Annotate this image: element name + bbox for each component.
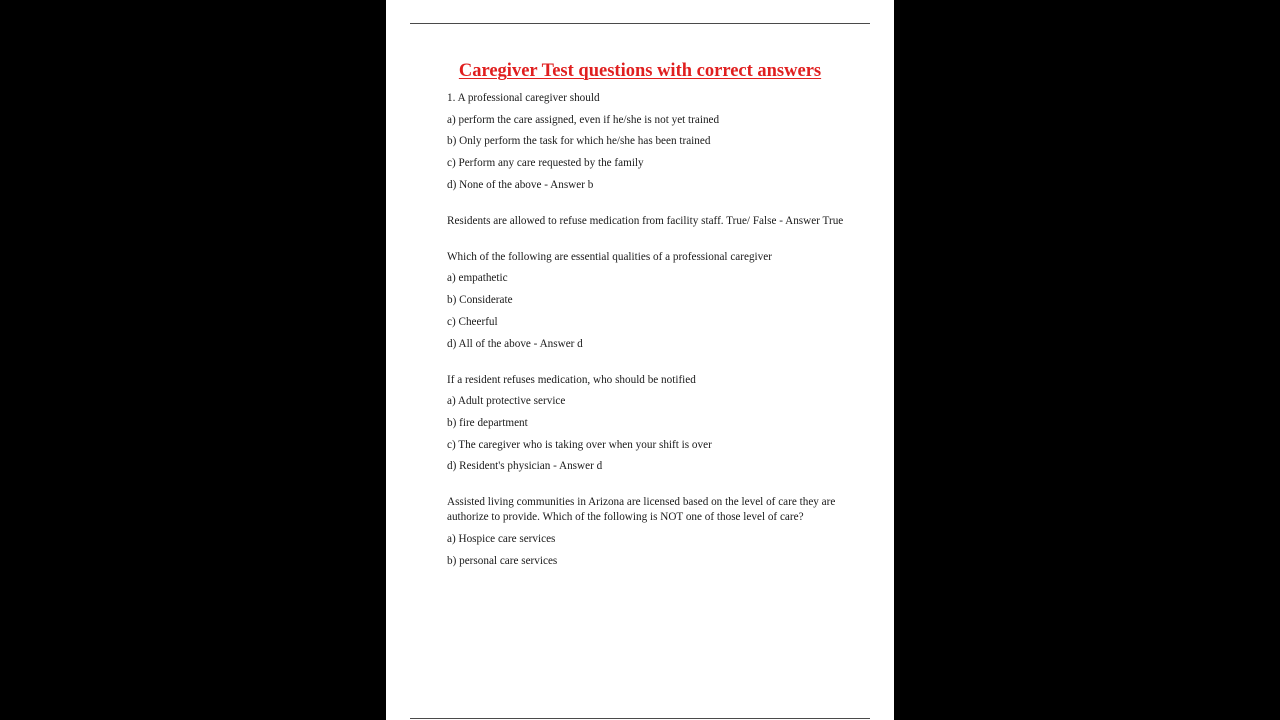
answer-option: b) Only perform the task for which he/she has been trained — [447, 135, 711, 148]
question-block — [447, 495, 857, 568]
answer-option: a) Hospice care services — [447, 532, 556, 545]
footer-rule — [410, 718, 870, 719]
question-block — [447, 91, 857, 193]
answer-option: a) Adult protective service — [447, 395, 566, 408]
question-prompt: Residents are allowed to refuse medication from facility staff. True/ False - Answer True — [447, 214, 844, 227]
answer-option: b) personal care services — [447, 554, 558, 567]
question-prompt: 1. A professional caregiver should — [447, 92, 600, 104]
document-body — [447, 91, 857, 590]
answer-option: c) The caregiver who is taking over when your shift is over — [447, 438, 712, 451]
answer-option: d) All of the above - Answer d — [447, 337, 583, 350]
answer-option: c) Cheerful — [447, 315, 498, 328]
answer-option: b) fire department — [447, 416, 528, 429]
question-prompt: Which of the following are essential qualities of a professional caregiver — [447, 250, 772, 263]
answer-option: d) Resident's physician - Answer d — [447, 460, 603, 473]
answer-option: a) empathetic — [447, 272, 508, 285]
answer-option: d) None of the above - Answer b — [447, 178, 594, 191]
question-block — [447, 250, 857, 352]
document-page — [386, 0, 894, 720]
answer-option: b) Considerate — [447, 294, 513, 307]
document-title: Caregiver Test questions with correct answers — [458, 61, 822, 81]
header-rule — [410, 23, 870, 24]
answer-option: c) Perform any care requested by the family — [447, 157, 644, 170]
question-block — [447, 373, 857, 475]
answer-option: a) perform the care assigned, even if he/she is not yet trained — [447, 113, 720, 126]
question-prompt: If a resident refuses medication, who should be notified — [447, 373, 696, 386]
question-block — [447, 214, 857, 229]
question-prompt: Assisted living communities in Arizona are licensed based on the level of care they are authorize to provide. Which of the following is NOT one of those level of care? — [447, 496, 836, 524]
